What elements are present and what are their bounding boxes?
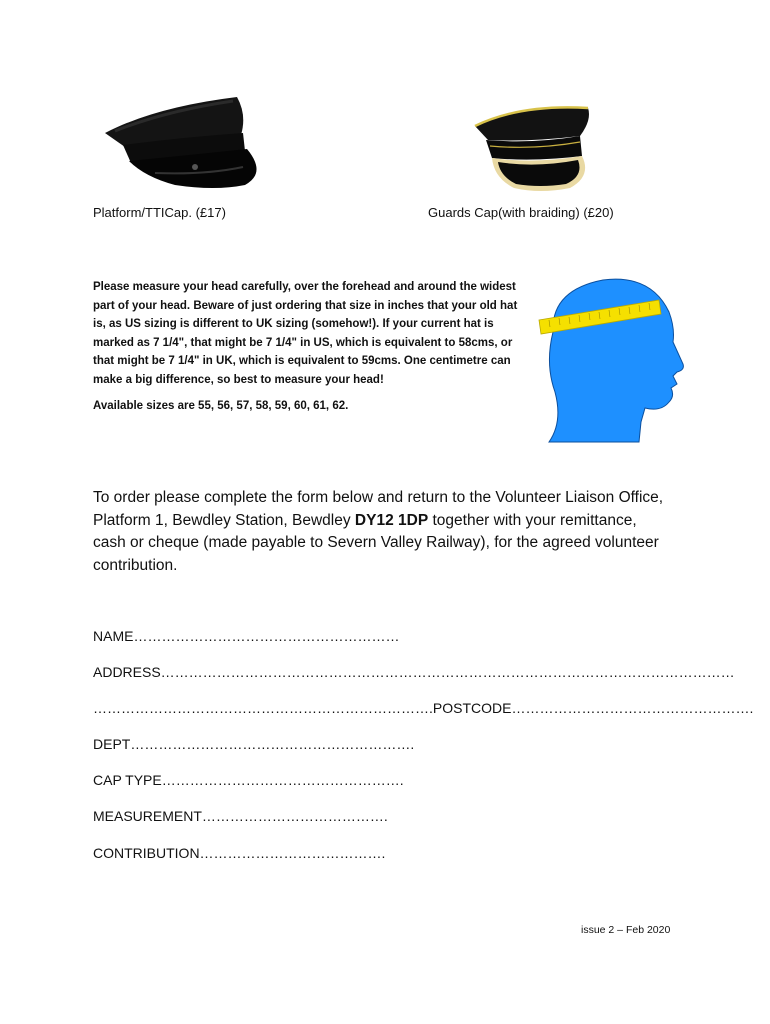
guards-cap-image [470,98,600,203]
address-postcode-field[interactable]: ……………………………………………………………….POSTCODE……………………………………………. [93,700,754,716]
measure-paragraph: Please measure your head carefully, over the forehead and around the widest part of your head. Beware of just ordering that size in inches that your old hat is, as US sizing is different to UK sizing (somehow!). If your current hat is marked as 7 1/4", that might be 7 1/4" in US, which is equivalent to 58cms, or that might be 7 1/4" in UK, which is equivalent to 59cms. One centimetre can make a big difference, so best to measure your head! [93,281,518,386]
dept-field[interactable]: DEPT……………………………………………………. [93,736,415,752]
contribution-field[interactable]: CONTRIBUTION…………………………………. [93,845,386,861]
order-postcode: DY12 1DP [354,511,429,529]
name-field[interactable]: NAME………………………………………………… [93,628,400,644]
issue-footer: issue 2 – Feb 2020 [581,924,671,936]
order-outro: together with your remittance, cash or cheque (made payable to Severn Valley Railway), for the agreed volunteer contribution. [93,511,659,574]
measure-instructions [93,278,525,416]
guards-cap-caption: Guards Cap(with braiding) (£20) [428,205,614,220]
available-sizes: Available sizes are 55, 56, 57, 58, 59, 60, 61, 62. [93,400,349,412]
address-field[interactable]: ADDRESS…………………………………………………………………………………………………………… [93,664,735,680]
measurement-field[interactable]: MEASUREMENT…………………………………. [93,808,388,824]
platform-cap-image [95,85,265,193]
cap-type-field[interactable]: CAP TYPE……………………………………………. [93,772,404,788]
order-intro: To order please complete the form below and return to the Volunteer Liaison Office, Platform 1, Bewdley Station, Bewdley [93,489,664,529]
order-instructions [93,487,673,577]
platform-cap-caption: Platform/TTICap. (£17) [93,205,226,220]
head-measuring-tape-icon [533,272,693,448]
